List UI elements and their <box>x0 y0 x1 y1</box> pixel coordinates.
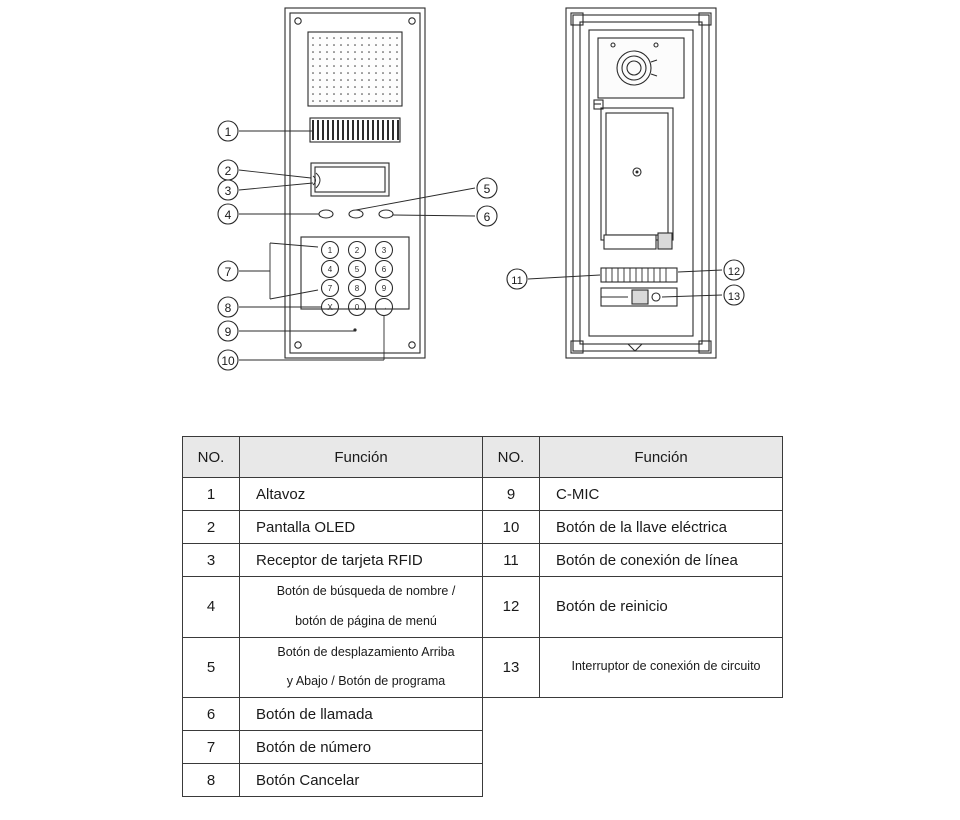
callout-1: 1 <box>224 125 232 139</box>
row-no: 2 <box>183 511 240 544</box>
svg-text:→: → <box>380 303 388 312</box>
row-function: Botón de la llave eléctrica <box>540 511 783 544</box>
table-row <box>183 764 783 797</box>
callout-10: 10 <box>221 354 235 368</box>
header-function-left: Función <box>240 437 483 478</box>
table-body <box>183 478 783 797</box>
row-function <box>240 577 483 638</box>
row-function-line1: Botón de desplazamiento Arriba <box>277 644 455 659</box>
callout-7: 7 <box>224 265 232 279</box>
callout-3: 3 <box>224 184 232 198</box>
svg-text:1: 1 <box>327 246 333 255</box>
table-header <box>183 437 783 478</box>
row-function: Botón de llamada <box>240 698 483 731</box>
callout-12: 12 <box>727 266 741 278</box>
device-diagram <box>0 0 960 400</box>
row-function: Botón de reinicio <box>540 577 783 638</box>
callout-6: 6 <box>483 210 491 224</box>
row-function: Receptor de tarjeta RFID <box>240 544 483 577</box>
svg-text:9: 9 <box>381 284 387 293</box>
row-no: 7 <box>183 731 240 764</box>
table-row <box>183 698 783 731</box>
callout-8: 8 <box>224 301 232 315</box>
row-no: 4 <box>183 577 240 638</box>
svg-text:7: 7 <box>327 284 333 293</box>
row-function-line2: botón de página de menú <box>295 613 437 628</box>
row-function: C-MIC <box>540 478 783 511</box>
svg-text:2: 2 <box>354 246 360 255</box>
table-row <box>183 637 783 698</box>
row-function: Altavoz <box>240 478 483 511</box>
row-no: 11 <box>483 544 540 577</box>
empty-cell <box>540 764 783 797</box>
row-function: Interruptor de conexión de circuito <box>540 637 783 698</box>
row-no: 1 <box>183 478 240 511</box>
table-row <box>183 577 783 638</box>
row-no: 6 <box>183 698 240 731</box>
row-function: Botón de conexión de línea <box>540 544 783 577</box>
empty-cell <box>540 731 783 764</box>
svg-text:6: 6 <box>381 265 387 274</box>
callout-9: 9 <box>224 325 232 339</box>
header-function-right: Función <box>540 437 783 478</box>
table-row <box>183 478 783 511</box>
empty-cell <box>483 764 540 797</box>
row-function: Botón de número <box>240 731 483 764</box>
row-no: 5 <box>183 637 240 698</box>
row-function <box>240 637 483 698</box>
function-legend-table <box>182 436 783 797</box>
row-function: Pantalla OLED <box>240 511 483 544</box>
table-row <box>183 731 783 764</box>
row-no: 12 <box>483 577 540 638</box>
svg-text:3: 3 <box>381 246 387 255</box>
row-no: 10 <box>483 511 540 544</box>
callout-13: 13 <box>727 291 741 303</box>
row-no: 9 <box>483 478 540 511</box>
callout-2: 2 <box>224 164 232 178</box>
empty-cell <box>483 698 540 731</box>
svg-text:X: X <box>327 303 333 312</box>
row-no: 3 <box>183 544 240 577</box>
device-diagram-svg <box>0 0 960 400</box>
svg-text:8: 8 <box>354 284 360 293</box>
callout-4: 4 <box>224 208 232 222</box>
table-row <box>183 544 783 577</box>
row-function-line2: y Abajo / Botón de programa <box>286 674 446 689</box>
table-header-row <box>183 437 783 478</box>
header-no-right: NO. <box>483 437 540 478</box>
svg-text:5: 5 <box>354 265 360 274</box>
table-row <box>183 511 783 544</box>
callout-5: 5 <box>483 182 491 196</box>
row-no: 13 <box>483 637 540 698</box>
callout-11: 11 <box>511 275 523 287</box>
header-no-left: NO. <box>183 437 240 478</box>
empty-cell <box>483 731 540 764</box>
row-function: Botón Cancelar <box>240 764 483 797</box>
empty-cell <box>540 698 783 731</box>
front-panel-drawing <box>285 8 425 358</box>
rear-panel-drawing <box>566 8 716 358</box>
row-function-line1: Botón de búsqueda de nombre / <box>276 584 456 598</box>
svg-text:4: 4 <box>327 265 333 274</box>
svg-text:0: 0 <box>354 303 360 312</box>
row-no: 8 <box>183 764 240 797</box>
